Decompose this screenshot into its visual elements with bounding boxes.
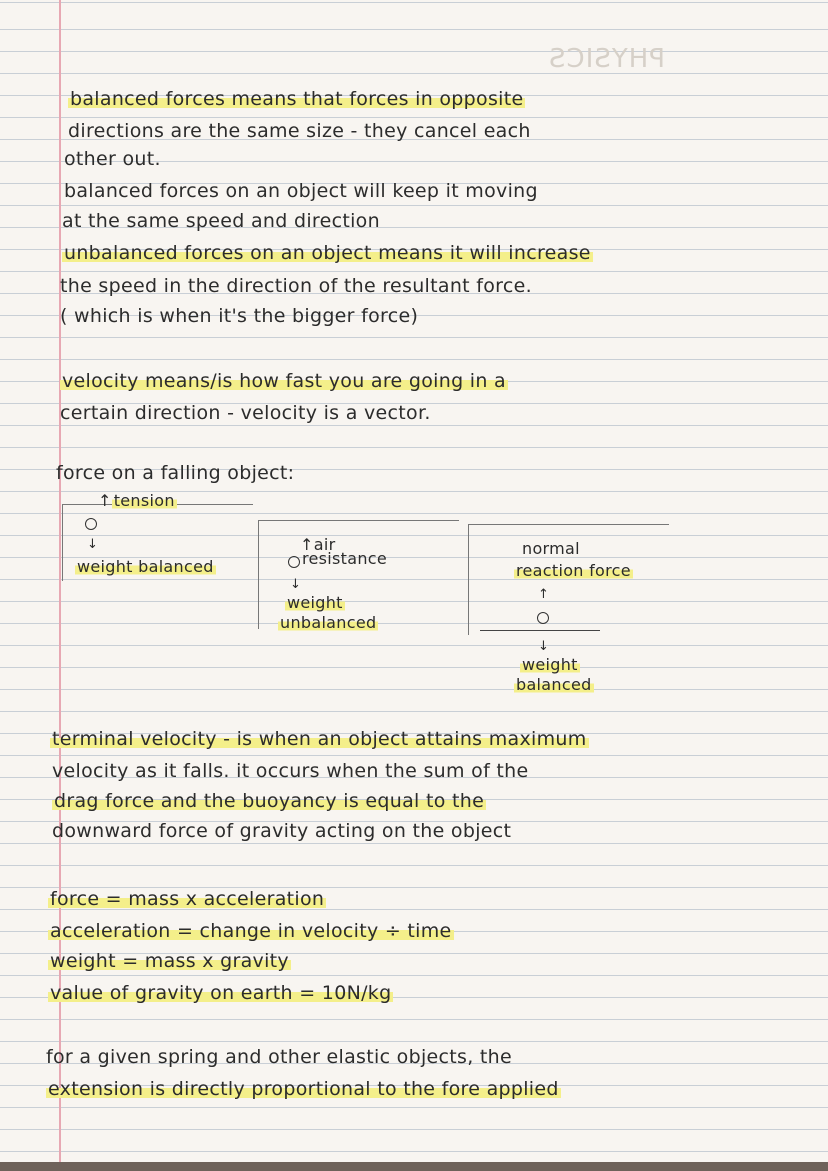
note-line-3: other out.: [64, 148, 161, 170]
note-line-1: balanced forces means that forces in opposite: [70, 88, 524, 110]
diagram-2-down-arrow: ↓: [290, 577, 301, 592]
page-bottom-edge: [0, 1162, 828, 1171]
diagram-3-object: [537, 612, 549, 624]
formula-acceleration: acceleration = change in velocity ÷ time: [50, 920, 452, 942]
diagram-1-weight-label: weight balanced: [77, 557, 214, 576]
spring-line-2: extension is directly proportional to the fore applied: [48, 1078, 559, 1100]
diagram-1-down-arrow: ↓: [87, 537, 98, 552]
terminal-line-3: drag force and the buoyancy is equal to the: [54, 790, 485, 812]
terminal-line-4: downward force of gravity acting on the object: [52, 820, 512, 842]
note-line-9: velocity means/is how fast you are going in a: [62, 370, 506, 392]
diagram-3-down-arrow: ↓: [538, 639, 549, 654]
terminal-line-2: velocity as it falls. it occurs when the sum of the: [52, 760, 529, 782]
diagram-2-weight-label: weight: [287, 593, 343, 612]
note-line-6: unbalanced forces on an object means it will increase: [64, 242, 591, 264]
diagram-2-object: [288, 556, 300, 568]
diagram-3-ground: [480, 630, 600, 631]
diagram-2-air-label: ↑air: [300, 535, 336, 554]
terminal-line-1: terminal velocity - is when an object attains maximum: [52, 728, 587, 750]
diagram-3-reaction-label: reaction force: [516, 561, 631, 580]
note-line-2: directions are the same size - they cancel each: [68, 120, 531, 142]
note-line-4: balanced forces on an object will keep it moving: [64, 180, 538, 202]
diagram-3-weight-label: weight: [522, 655, 578, 674]
note-line-11: force on a falling object:: [56, 462, 295, 484]
diagram-3-balanced-label: balanced: [516, 675, 592, 694]
note-line-10: certain direction - velocity is a vector.: [60, 402, 431, 424]
spring-line-1: for a given spring and other elastic objects, the: [46, 1046, 512, 1068]
diagram-3-up-arrow: ↑: [538, 587, 549, 602]
note-line-5: at the same speed and direction: [62, 210, 380, 232]
formula-weight: weight = mass x gravity: [50, 950, 289, 972]
note-line-8: ( which is when it's the bigger force): [60, 305, 419, 327]
page-header: PHYSICS: [548, 44, 665, 74]
formula-gravity: value of gravity on earth = 10N/kg: [50, 982, 392, 1004]
formula-force: force = mass x acceleration: [50, 888, 325, 910]
diagram-2-unbalanced-label: unbalanced: [280, 613, 377, 632]
diagram-2-resistance-label: resistance: [302, 549, 388, 568]
diagram-1-object: [85, 518, 97, 530]
note-line-7: the speed in the direction of the resultant force.: [60, 275, 532, 297]
diagram-3-normal-label: normal: [522, 539, 580, 558]
diagram-1-tension-label: ↑ tension: [98, 491, 175, 510]
